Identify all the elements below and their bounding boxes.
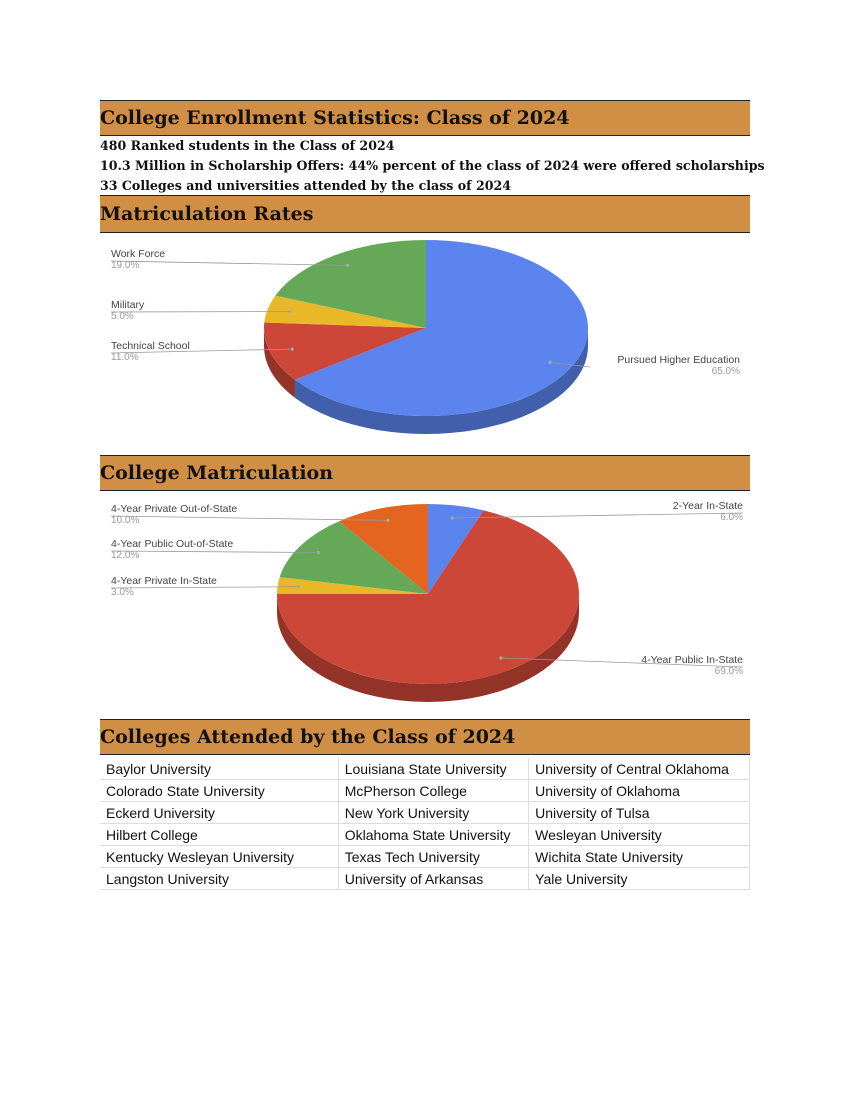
college-cell: Baylor University — [100, 758, 338, 780]
slice-percent: 11.0% — [111, 352, 139, 363]
college-cell: University of Oklahoma — [529, 780, 750, 802]
college-matriculation-chart — [100, 494, 750, 708]
page-title-text: College Enrollment Statistics: Class of 2024 — [100, 107, 570, 129]
slice-label: Technical School — [111, 340, 190, 352]
college-cell: Louisiana State University — [338, 758, 528, 780]
college-cell: University of Central Oklahoma — [529, 758, 750, 780]
college-cell: Hilbert College — [100, 824, 338, 846]
table-row — [100, 758, 750, 780]
slice-label: 4-Year Public In-State — [641, 654, 743, 666]
slice-label: 4-Year Private Out-of-State — [111, 503, 238, 515]
college-cell: McPherson College — [338, 780, 528, 802]
college-cell: University of Tulsa — [529, 802, 750, 824]
leader-line — [111, 261, 348, 265]
table-row — [100, 824, 750, 846]
slice-percent: 69.0% — [714, 666, 743, 677]
stat-colleges-count: 33 Colleges and universities attended by the class of 2024 — [100, 178, 512, 193]
section-matriculation-rates — [100, 195, 750, 233]
slice-percent: 5.0% — [111, 311, 134, 322]
college-cell: Colorado State University — [100, 780, 338, 802]
slice-percent: 19.0% — [111, 260, 140, 271]
matriculation-rates-chart — [100, 236, 750, 448]
slice-percent: 12.0% — [111, 550, 140, 561]
college-cell: University of Arkansas — [338, 868, 528, 890]
slice-percent: 6.0% — [720, 512, 743, 523]
slice-label: Work Force — [111, 248, 166, 260]
college-cell: Oklahoma State University — [338, 824, 528, 846]
leader-line — [111, 311, 290, 312]
page-title — [100, 100, 750, 136]
stat-ranked-students: 480 Ranked students in the Class of 2024 — [100, 138, 395, 153]
college-cell: Wichita State University — [529, 846, 750, 868]
colleges-table — [100, 758, 750, 890]
stat-scholarships: 10.3 Million in Scholarship Offers: 44% percent of the class of 2024 were offered scholarships — [100, 158, 765, 173]
table-row — [100, 868, 750, 890]
college-cell: Eckerd University — [100, 802, 338, 824]
slice-label: 4-Year Private In-State — [111, 575, 217, 587]
section-colleges-attended — [100, 719, 750, 755]
college-cell: Yale University — [529, 868, 750, 890]
table-row — [100, 802, 750, 824]
slice-percent: 65.0% — [711, 366, 740, 377]
section-college-matriculation — [100, 455, 750, 491]
slice-percent: 3.0% — [111, 587, 134, 598]
section-title: College Matriculation — [100, 462, 334, 484]
college-cell: Texas Tech University — [338, 846, 528, 868]
table-row — [100, 846, 750, 868]
college-cell: Kentucky Wesleyan University — [100, 846, 338, 868]
slice-label: 2-Year In-State — [672, 500, 743, 512]
slice-label: Military — [111, 299, 145, 311]
slice-label: 4-Year Public Out-of-State — [111, 538, 234, 550]
slice-percent: 10.0% — [111, 515, 140, 526]
college-cell: New York University — [338, 802, 528, 824]
slice-label: Pursued Higher Education — [617, 354, 740, 366]
section-title: Matriculation Rates — [100, 203, 314, 225]
leader-line — [111, 551, 318, 553]
section-title: Colleges Attended by the Class of 2024 — [100, 726, 516, 748]
leader-line — [111, 516, 388, 520]
college-cell: Wesleyan University — [529, 824, 750, 846]
college-cell: Langston University — [100, 868, 338, 890]
table-row — [100, 780, 750, 802]
